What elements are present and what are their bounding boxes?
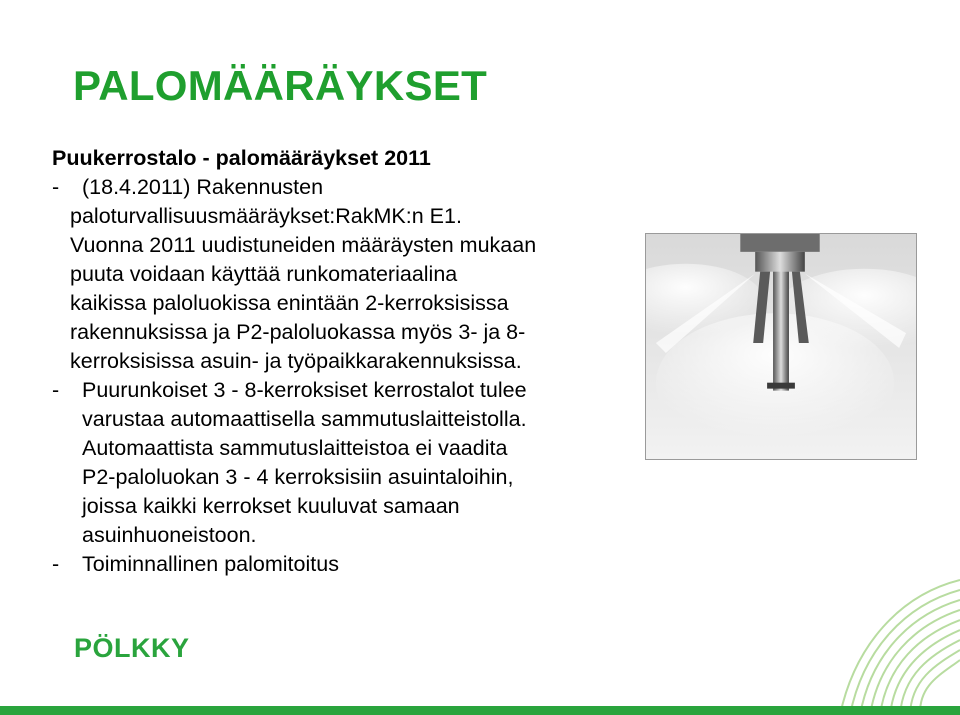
bottom-bar (0, 706, 960, 715)
bullet-line: puuta voidaan käyttää runkomateriaalina (70, 262, 458, 286)
bullet-line: P2-paloluokan 3 - 4 kerroksisiin asuintaloihin, (82, 465, 514, 489)
polkky-logo: PÖLKKY (74, 633, 190, 663)
bullet-line: paloturvallisuusmääräykset:RakMK:n E1. (70, 204, 462, 228)
bullet-line: Toiminnallinen palomitoitus (82, 552, 339, 576)
sprinkler-spray-image (646, 234, 916, 459)
bullet-line: (18.4.2011) Rakennusten (82, 175, 324, 199)
bullet-line: Automaattista sammutuslaitteistoa ei vaadita (82, 436, 508, 460)
bullet-dash: - (52, 378, 60, 402)
bullet-line: Puurunkoiset 3 - 8-kerroksiset kerrostalot tulee (82, 378, 527, 402)
decorative-swoosh (830, 575, 960, 715)
slide-title: PALOMÄÄRÄYKSET (73, 62, 488, 109)
bullet-dash: - (52, 552, 60, 576)
bullet-dash: - (52, 175, 60, 199)
bullet-item (52, 376, 642, 405)
bullet-line: asuinhuoneistoon. (82, 523, 257, 547)
sprinkler-photo (645, 233, 917, 460)
bullet-line: Vuonna 2011 uudistuneiden määräysten mukaan (70, 233, 537, 257)
bullet-line: kaikissa paloluokissa enintään 2-kerroksisissa (70, 291, 509, 315)
bullet-line: varustaa automaattisella sammutuslaitteistolla. (82, 407, 527, 431)
bullet-line: kerroksisissa asuin- ja työpaikkarakennuksissa. (70, 349, 522, 373)
bullet-list (52, 173, 642, 579)
bullet-item (52, 173, 642, 202)
bullet-line: rakennuksissa ja P2-paloluokassa myös 3- ja 8- (70, 320, 526, 344)
slide-subtitle: Puukerrostalo - palomääräykset 2011 (52, 146, 431, 170)
bullet-item (52, 550, 642, 579)
bullet-line: joissa kaikki kerrokset kuuluvat samaan (82, 494, 460, 518)
